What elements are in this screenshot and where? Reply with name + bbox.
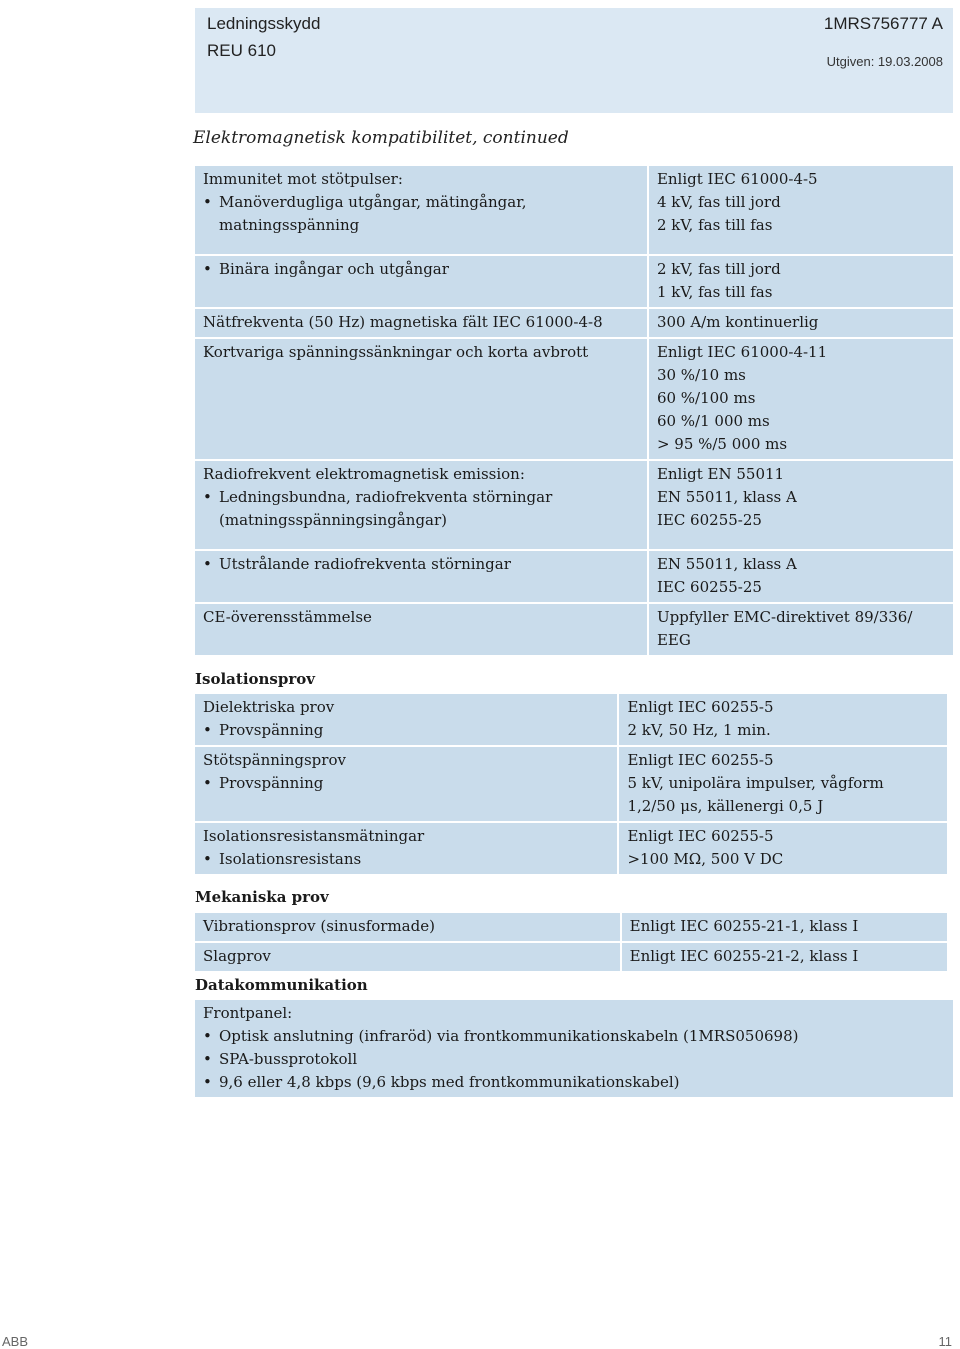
table-row [195,461,953,549]
table-cell [649,339,953,459]
header-title: Ledningsskydd [207,14,321,33]
row-value: > 95 %/5 000 ms [656,435,788,453]
page-header [195,8,953,113]
table-cell [649,551,953,602]
bullet-item: • Optisk anslutning (infraröd) via frontkommunikationskabeln (1MRS050698) [203,1025,945,1048]
row-label: Vibrationsprov (sinusformade) [203,917,435,935]
row-value: 2 kV, fas till fas [656,216,773,234]
row-label: Stötspänningsprov [203,751,346,769]
table-cell [195,604,647,655]
isolation-table [193,692,949,876]
row-value: Enligt IEC 60255-21-2, klass I [629,947,859,965]
row-label: Radiofrekvent elektromagnetisk emission: [203,465,525,483]
table-row [195,309,953,337]
row-value: 60 %/100 ms [656,389,756,407]
row-label: Nätfrekventa (50 Hz) magnetiska fält IEC 61000-4-8 [203,313,603,331]
row-value: EEG [656,631,691,649]
table-cell [649,461,953,549]
datacomm-heading: Datakommunikation [195,976,368,994]
table-cell [195,823,617,874]
table-cell [195,694,617,745]
header-product: REU 610 [207,41,276,60]
isolation-heading: Isolationsprov [195,670,315,688]
table-cell [195,551,647,602]
row-value: 2 kV, fas till jord [656,260,781,278]
table-cell [619,747,947,821]
row-value: >100 MΩ, 500 V DC [627,850,784,868]
table-row [195,551,953,602]
bullet-item: • 9,6 eller 4,8 kbps (9,6 kbps med frontkommunikationskabel) [203,1071,945,1094]
table-cell [195,913,620,941]
row-value: 300 A/m kontinuerlig [656,313,819,331]
bullet-item: • Provspänning [203,772,609,795]
bullet-item: • Binära ingångar och utgångar [203,258,639,281]
bullet-item: • Ledningsbundna, radiofrekventa störningar [203,486,639,509]
row-value: 1 kV, fas till fas [656,283,773,301]
row-label: Kortvariga spänningssänkningar och korta avbrott [203,343,589,361]
row-value: Uppfyller EMC-direktivet 89/336/ [656,608,913,626]
table-cell [649,604,953,655]
table-cell [195,256,647,307]
table-cell [195,943,620,971]
row-value: IEC 60255-25 [656,511,762,529]
table-cell [619,694,947,745]
row-label: Dielektriska prov [203,698,335,716]
bullet-item-cont: matningsspänning [219,216,360,234]
row-value: 4 kV, fas till jord [656,193,781,211]
table-row [195,943,947,971]
row-value: Enligt IEC 60255-5 [627,698,774,716]
table-row [195,913,947,941]
table-cell [195,166,647,254]
table-row [195,166,953,254]
page-number: 11 [938,1334,952,1349]
table-cell [619,823,947,874]
table-cell [195,339,647,459]
row-value: 60 %/1 000 ms [656,412,770,430]
mechanical-heading: Mekaniska prov [195,888,329,906]
table-row [195,1000,953,1097]
row-value: IEC 60255-25 [656,578,762,596]
bullet-item: • Provspänning [203,719,609,742]
table-row [195,339,953,459]
table-cell [622,943,947,971]
table-cell [622,913,947,941]
row-label: Slagprov [203,947,271,965]
table-cell [649,309,953,337]
bullet-item: • Manöverdugliga utgångar, mätingångar, [203,191,639,214]
bullet-item: • Utstrålande radiofrekventa störningar [203,553,639,576]
row-label: CE-överensstämmelse [203,608,372,626]
row-label: Isolationsresistansmätningar [203,827,425,845]
header-doc-id: 1MRS756777 A [823,14,943,33]
row-value: 30 %/10 ms [656,366,746,384]
table-row [195,604,953,655]
row-value: EN 55011, klass A [656,488,797,506]
row-value: EN 55011, klass A [656,555,797,573]
table-cell [649,166,953,254]
row-label: Immunitet mot stötpulser: [203,170,403,188]
row-value: Enligt IEC 61000-4-11 [656,343,828,361]
row-value: 1,2/50 μs, källenergi 0,5 J [627,797,824,815]
table-cell [195,747,617,821]
table-row [195,694,947,745]
bullet-item: • Isolationsresistans [203,848,609,871]
row-value: 5 kV, unipolära impulser, vågform [627,774,884,792]
datacomm-table [193,998,955,1099]
row-value: Enligt EN 55011 [656,465,785,483]
row-value: Enligt IEC 60255-21-1, klass I [629,917,859,935]
row-label: Frontpanel: [203,1004,293,1022]
table-row [195,747,947,821]
row-value: Enligt IEC 60255-5 [627,827,774,845]
table-cell [649,256,953,307]
row-value: Enligt IEC 61000-4-5 [656,170,818,188]
table-cell [195,309,647,337]
footer-brand: ABB [2,1334,29,1349]
table-cell [195,1000,953,1097]
header-issued-date: Utgiven: 19.03.2008 [826,54,943,69]
row-value: 2 kV, 50 Hz, 1 min. [627,721,771,739]
table-cell [195,461,647,549]
bullet-item-cont: (matningsspänningsingångar) [219,511,448,529]
mechanical-table [193,911,949,973]
row-value: Enligt IEC 60255-5 [627,751,774,769]
table-row [195,823,947,874]
emc-table [193,164,955,657]
table-row [195,256,953,307]
bullet-item: • SPA-bussprotokoll [203,1048,945,1071]
section-title: Elektromagnetisk kompatibilitet, continued [193,128,569,148]
